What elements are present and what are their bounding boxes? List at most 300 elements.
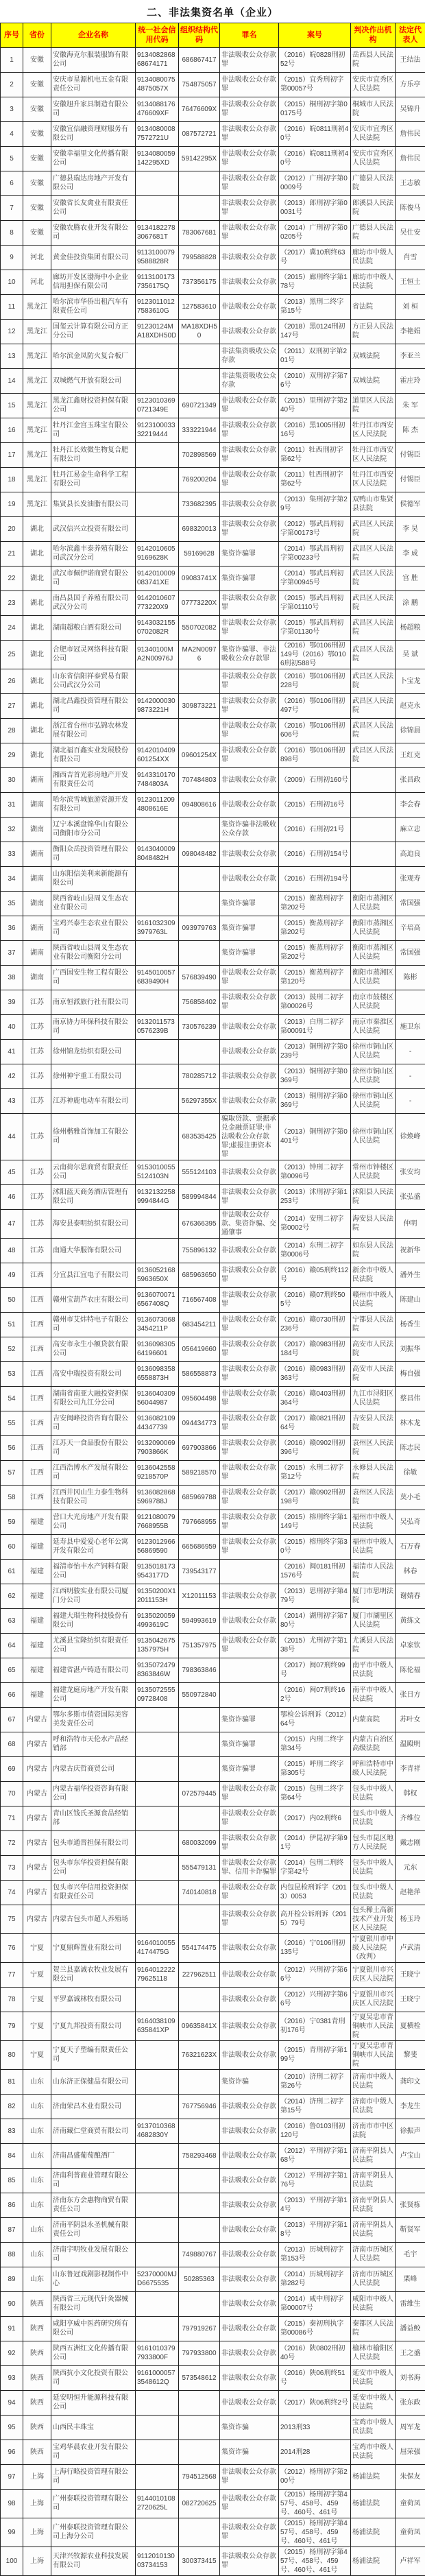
cell-company: 内蒙古包头市超人养殖场 [51,1905,136,1933]
cell-court: 宁夏银川市中级人民法院（改判） [351,1933,396,1962]
cell-legal-rep: 张弘盛 [396,1184,425,1209]
cell-legal-rep: 赵艳萍 [396,1880,425,1905]
cell-province: 湖北 [23,541,51,566]
cell-legal-rep: 肖雪 [396,245,425,270]
cell-court: 福州市中级人民法院 [351,1534,396,1559]
cell-case-no: （2016）石刑初154号 [279,842,351,866]
cell-crime [220,1658,279,1682]
cell-index: 34 [1,866,23,891]
cell-org-code: 309873221 [179,693,220,718]
cell-crime: 非法吸收公众存款罪 [220,1361,279,1386]
cell-credit-code [136,2217,179,2242]
cell-court: 沭阳县人民法院 [351,1184,396,1209]
cell-org-code: 589994844 [179,1184,220,1209]
cell-credit-code [136,1806,179,1830]
cell-org-code: 76476609X [179,97,220,121]
cell-legal-rep: 元东 [396,1855,425,1880]
table-row [1,2291,425,2316]
cell-org-code: 737356175 [179,270,220,294]
cell-company: 牡丹江易金生命科学工程有限公司 [51,467,136,492]
table-row [1,1337,425,1361]
cell-province: 山东 [23,2094,51,2119]
cell-legal-rep: 吴 斌 [396,640,425,669]
cell-court: 呼和浩特市中级人民法院 [351,1756,396,1781]
cell-legal-rep: 齐维位 [396,1806,425,1830]
cell-legal-rep: 童荷凤 [396,2518,425,2547]
cell-court: 牡丹江市西安区人民法院 [351,418,396,442]
cell-court: 衡阳市蒸湘区人民法院 [351,940,396,965]
cell-court: 包头市中级人民法院 [351,1806,396,1830]
cell-province: 湖南 [23,916,51,940]
cell-province: 江苏 [23,1014,51,1039]
cell-org-code: 751357975 [179,1633,220,1658]
cell-legal-rep: 张观寿 [396,866,425,891]
cell-company: 湖南省南亚大融投资担保有限公司九江分公司 [51,1386,136,1411]
cell-legal-rep: - [396,1039,425,1064]
cell-index: 12 [1,319,23,344]
table-row [1,1756,425,1781]
cell-court: 武昌区人民法院 [351,640,396,669]
cell-index: 80 [1,2040,23,2069]
cell-index: 8 [1,220,23,245]
cell-company: 陕西省三元现代针灸器械有限公司 [51,2291,136,2316]
cell-company: 江西井冈山生力泰生物科技有限公司 [51,1485,136,1510]
cell-legal-rep: 徐敏 [396,1460,425,1485]
cell-company: 安徽旭升家具制造有限公司 [51,97,136,121]
cell-court: 尤溪县人民法院 [351,1633,396,1658]
cell-court: 宝鸡市中级人民法院 [351,2440,396,2464]
cell-company: 安庆市星源机电五金有限责任公司 [51,72,136,97]
cell-court: 徐州市铜山区人民法院 [351,1113,396,1160]
cell-company: 营口大光房地产开发有限公司 [51,1510,136,1534]
table-row [1,2415,425,2440]
cell-company: 江西明骏实业有限公司厦门分公司 [51,1584,136,1608]
table-row [1,1088,425,1113]
cell-org-code: 797668955 [179,1510,220,1534]
cell-crime: 集资诈骗罪 [220,916,279,940]
cell-credit-code: 91420106059169628K [136,541,179,566]
cell-case-no: （2015）衡蒸刑初字第120号 [279,965,351,990]
cell-org-code: 769200204 [179,467,220,492]
cell-province: 黑龙江 [23,319,51,344]
cell-province: 黑龙江 [23,467,51,492]
cell-province: 宁夏 [23,2040,51,2069]
table-row [1,591,425,615]
cell-crime: 非法吸收公众存款 [220,2390,279,2415]
cell-crime: 非法吸收公众存款罪 [220,1386,279,1411]
cell-credit-code: 9164038109635841XP [136,2012,179,2040]
cell-legal-rep: 卢武清 [396,1933,425,1962]
cell-credit-code [136,1064,179,1088]
cell-crime: 非法吸收公众存款 [220,767,279,792]
table-row [1,1361,425,1386]
cell-credit-code [136,1039,179,1064]
cell-legal-rep: - [396,1064,425,1088]
cell-legal-rep: 潘外生 [396,1263,425,1287]
table-row [1,393,425,418]
cell-province: 湖南 [23,767,51,792]
cell-credit-code [136,1707,179,1732]
cell-court: 高安市人民法院 [351,1337,396,1361]
table-row [1,2365,425,2390]
cell-crime: 集资诈骗非法吸收公众存款 [220,817,279,842]
cell-crime: 非法吸收公众存款罪 [220,97,279,121]
cell-province: 陕西 [23,2365,51,2390]
cell-court: 牡丹江市西安区人民法院 [351,442,396,467]
cell-court: 包头市中级人民法院 [351,1855,396,1880]
cell-court: 武昌区人民法院 [351,693,396,718]
cell-company: 宁夏天子塑编有限责任公司 [51,2040,136,2069]
cell-crime: 非法吸收公众存款 [220,1064,279,1088]
cell-province: 陕西 [23,2415,51,2440]
cell-index: 24 [1,615,23,640]
cell-court [351,792,396,817]
cell-company: 平罗嘉诚林牧有限公司 [51,1987,136,2012]
cell-crime: 非法吸收公众存款 [220,2193,279,2217]
cell-org-code: 797933800 [179,2341,220,2365]
cell-legal-rep: 陈 杰 [396,418,425,442]
cell-org-code: 594993619 [179,1608,220,1633]
table-row [1,2489,425,2518]
cell-org-code: 685963650 [179,1263,220,1287]
cell-crime: 非法吸收公众存款 [220,1088,279,1113]
cell-case-no: （2016）赣07刑终505号 [279,1287,351,1312]
cell-crime: 非法集资吸收公众存款 [220,344,279,368]
cell-credit-code: 91360521685963650X [136,1263,179,1287]
cell-province: 江苏 [23,1064,51,1088]
cell-company: 呼和浩特市天伦水产品经销部 [51,1732,136,1756]
cell-crime: 非法吸收公众存款罪 [220,1411,279,1435]
cell-crime: 非法吸收公众存款罪 [220,669,279,693]
table-row [1,1435,425,1460]
cell-province: 山东 [23,2069,51,2094]
cell-credit-code [136,195,179,220]
table-row [1,2547,425,2575]
cell-crime: 集资诈骗罪 [220,891,279,916]
cell-court: 安庆市宜秀区人民法院 [351,72,396,97]
cell-company: 黑龙江鑫财投资担保有限公司 [51,393,136,418]
cell-company: 哈尔滨金凤防火复合板厂 [51,344,136,368]
cell-company: 安徽幸福里文化传播有限公司 [51,146,136,171]
cell-crime [220,1682,279,1707]
cell-crime: 集资诈骗 [220,2440,279,2464]
cell-index: 16 [1,418,23,442]
cell-province: 安徽 [23,171,51,195]
cell-province: 黑龙江 [23,344,51,368]
cell-org-code: 127583610 [179,294,220,319]
table-row [1,97,425,121]
cell-index: 60 [1,1534,23,1559]
cell-credit-code [136,516,179,541]
cell-company: 济南利普商业管理有限公司 [51,2168,136,2193]
cell-org-code: 690721349 [179,393,220,418]
cell-index: 93 [1,2365,23,2390]
cell-province: 安徽 [23,97,51,121]
cell-org-code: 685969788 [179,1485,220,1510]
cell-legal-rep: 仲明 [396,1209,425,1238]
cell-province: 江西 [23,1361,51,1386]
cell-org-code: 698320013 [179,516,220,541]
cell-legal-rep: 方乐亭 [396,72,425,97]
cell-court: 廊坊市中级人民法院 [351,245,396,270]
cell-company: 宝鸡兴泰生态农业有限公司 [51,916,136,940]
cell-credit-code: 91350200594993619C [136,1608,179,1633]
cell-court: 武昌区人民法院 [351,615,396,640]
cell-legal-rep [396,2168,425,2193]
cell-credit-code: 91131000799588828R [136,245,179,270]
table-row [1,1559,425,1584]
cell-index: 9 [1,245,23,270]
cell-crime: 非法吸收公众存款罪 [220,418,279,442]
cell-index: 73 [1,1855,23,1880]
cell-court: 内蒙古自治区高级法院 [351,1732,396,1756]
table-row [1,792,425,817]
cell-credit-code: 52370000MJD6675535 [136,2267,179,2291]
cell-credit-code: 91420000309873221H [136,693,179,718]
table-row [1,1633,425,1658]
cell-case-no: （2016）陕06刑终51号 [279,2365,351,2390]
cell-company: 赣州市艾炜特电子有限公司 [51,1312,136,1337]
cell-org-code: 555479131 [179,1855,220,1880]
table-row [1,2518,425,2547]
cell-index: 52 [1,1337,23,1361]
cell-province: 安徽 [23,146,51,171]
cell-case-no: （2014）包刑二刑终字第42号 [279,1855,351,1880]
cell-legal-rep: 高迫良 [396,842,425,866]
cell-company: 南京恒派旅行社有限公司 [51,990,136,1014]
cell-province: 宁夏 [23,1962,51,1987]
cell-org-code [179,344,220,368]
cell-index: 47 [1,1209,23,1238]
cell-org-code: 739543177 [179,1559,220,1584]
cell-company: 宝鸡华晨农业开发有限公司 [51,2440,136,2464]
cell-court: 南平市中级人民法院 [351,1658,396,1682]
cell-crime: 非法吸收公众存款 [220,1584,279,1608]
cell-province: 内蒙古 [23,1905,51,1933]
cell-crime: 非法吸收公众存款 [220,1039,279,1064]
cell-index: 87 [1,2217,23,2242]
cell-court: 杨浦法院 [351,2547,396,2575]
cell-legal-rep: 李龙生 [396,2094,425,2119]
cell-crime: 非法吸收公众存款罪 [220,220,279,245]
cell-legal-rep: 雷维生 [396,2291,425,2316]
cell-province: 黑龙江 [23,492,51,516]
cell-org-code: 755896132 [179,1238,220,1263]
cell-legal-rep: 徐锦晨 [396,718,425,743]
cell-crime: 非法吸收公众存款罪 [220,1337,279,1361]
cell-credit-code: 913609830564196601 [136,1337,179,1361]
cell-index: 7 [1,195,23,220]
cell-case-no: （2013）集刑初字第29号 [279,492,351,516]
cell-legal-rep: 梅自强 [396,1361,425,1386]
cell-index: 53 [1,1361,23,1386]
cell-case-no: （2015）宜秀刑初字第00057号 [279,72,351,97]
cell-index: 11 [1,294,23,319]
cell-credit-code [136,1855,179,1880]
cell-crime: 非法吸收公众存款罪 [220,2518,279,2547]
cell-court: 常州市钟楼区人民法院 [351,1160,396,1184]
table-row [1,2440,425,2464]
cell-crime: 非法吸收公众存款罪 [220,146,279,171]
cell-org-code: 683535425 [179,1113,220,1160]
table-row [1,2119,425,2143]
table-row [1,171,425,195]
cell-company: 尤溪县宝隆纺织有限责任公司 [51,1633,136,1658]
cell-company: 湘西吉首光彩房地产开发有限责任公司 [51,767,136,792]
cell-index: 6 [1,171,23,195]
cell-credit-code [136,1905,179,1933]
cell-crime: 非法吸收公众存款 [220,245,279,270]
cell-crime: 集资诈骗罪 [220,940,279,965]
cell-index: 85 [1,2168,23,2193]
cell-case-no: （2017）闽07刑终99号 [279,1658,351,1682]
cell-company: 合肥市冠灵网络科技有限公司 [51,640,136,669]
table-row [1,1682,425,1707]
cell-company: 贺兰县嘉诚农牧业发展有限公司 [51,1962,136,1987]
cell-crime: 非法吸收公众存款罪 [220,1287,279,1312]
cell-legal-rep: 卜宝龙 [396,669,425,693]
column-header-org-code: 组织结构代码 [179,23,220,48]
cell-org-code [179,891,220,916]
cell-index: 86 [1,2193,23,2217]
cell-company: 安徽宜信融资理财服务有限公司 [51,121,136,146]
cell-crime: 非法吸收公众存款罪 [220,1633,279,1658]
cell-case-no: （2013）铜刑初字第0401号 [279,1113,351,1160]
cell-org-code: 798363846 [179,1658,220,1682]
cell-legal-rep: 陈彬 [396,965,425,990]
cell-company: 安徽农腾农业开发有限公司 [51,220,136,245]
cell-crime: 非法吸收公众存款罪 [220,1435,279,1460]
cell-org-code: 56297355X [179,1088,220,1113]
cell-province: 福建 [23,1658,51,1682]
cell-crime: 非法吸收公众存款 [220,2242,279,2267]
cell-province: 内蒙古 [23,1732,51,1756]
cell-org-code: 082720625 [179,2489,220,2518]
cell-case-no: （2013）沭刑初字第1253号 [279,1184,351,1209]
cell-index: 19 [1,492,23,516]
cell-province: 江西 [23,1337,51,1361]
cell-legal-rep: 林春 [396,1559,425,1584]
cell-court: 省法院 [351,294,396,319]
cell-case-no: （2012）兴刑初字第66号 [279,1987,351,2012]
cell-index: 57 [1,1460,23,1485]
cell-legal-rep: 夏横栓 [396,2012,425,2040]
cell-company: 上海行略投资管理有限公司 [51,2464,136,2489]
cell-crime: 集资诈骗罪 [220,1756,279,1781]
cell-company: 广西国安生物工程有限公司 [51,965,136,990]
cell-court: 方正县人民法院 [351,319,396,344]
table-row [1,195,425,220]
cell-company: 青山区钱氏圣源食品经销部 [51,1806,136,1830]
cell-company: 鄂尔多斯市俏资国际美容美发责任公司 [51,1707,136,1732]
cell-case-no: （2013）铜刑初字第0369号 [279,1088,351,1113]
cell-case-no: （2012）鄂武昌刑初字第00173号 [279,516,351,541]
table-row [1,2193,425,2217]
cell-legal-rep: 陈伦福 [396,1658,425,1682]
cell-org-code: 554174475 [179,1933,220,1962]
cell-legal-rep: 栗峰 [396,2267,425,2291]
cell-case-no: （2012）兴刑初字第66号 [279,1962,351,1987]
cell-case-no: （2015）鄂武昌刑初字第01110号 [279,591,351,615]
cell-legal-rep: 徐振声 [396,2119,425,2143]
cell-index: 10 [1,270,23,294]
cell-crime: 非法吸收公众存款 [220,294,279,319]
table-row [1,1658,425,1682]
cell-court: 广德县人民法院 [351,220,396,245]
cell-case-no: （2015）衡蒸刑初字第202号 [279,916,351,940]
cell-credit-code: 91230124MA18XDH50D [136,319,179,344]
cell-company: 延安明恒升能源科技有限公司 [51,2390,136,2415]
cell-index: 75 [1,1905,23,1933]
table-row [1,2143,425,2168]
cell-court: 宝鸡市中级人民法院 [351,2415,396,2440]
cell-case-no: （2016）赣0730刑初236号 [279,1312,351,1337]
cell-org-code [179,669,220,693]
cell-index: 20 [1,516,23,541]
cell-legal-rep [396,990,425,1014]
cell-company: 云南荷尔思商贸有限责任公司 [51,1160,136,1184]
table-row [1,2168,425,2193]
cell-case-no: （2014）安刑二初字第0002号 [279,1209,351,1238]
cell-court: 九江市浔阳区人民法院 [351,1386,396,1411]
cell-court: 吉安县人民法院 [351,1411,396,1435]
cell-legal-rep: 石万春 [396,1534,425,1559]
cell-case-no: （2013）平刑初字第14号 [279,2193,351,2217]
cell-crime: 集资诈骗罪 [220,1732,279,1756]
cell-credit-code: 91610323093979763L [136,916,179,940]
cell-index: 76 [1,1933,23,1962]
cell-org-code: 093979763 [179,916,220,940]
table-row [1,418,425,442]
table-row [1,1880,425,1905]
cell-court: 宁夏银川市兴庆区人民法院 [351,1962,396,1987]
cell-case-no: 内包昆检刑诉字（2013）0053 [279,1880,351,1905]
table-row [1,1064,425,1088]
cell-index: 55 [1,1411,23,1435]
cell-company: 湖北福百鑫实业发展股份有限公司 [51,743,136,767]
cell-credit-code: 913408286868674171 [136,47,179,72]
cell-case-no: （2015）鄂武昌刑初字第01130号 [279,615,351,640]
cell-crime: 非法吸收公众存款罪 [220,516,279,541]
cell-index: 31 [1,792,23,817]
cell-case-no: （2016）鄂0106刑初228号 [279,669,351,693]
cell-crime: 非法吸收公众存款 [220,2094,279,2119]
cell-province: 内蒙古 [23,1880,51,1905]
cell-credit-code: 91131001737356175Q [136,270,179,294]
cell-org-code: 094434773 [179,1411,220,1435]
cell-company: 天津兴牧源农业科技发展有限公司 [51,2547,136,2575]
cell-credit-code: 91370103684682830Y [136,2119,179,2143]
cell-index: 65 [1,1658,23,1682]
cell-company: 包头市通晋担保有限公司 [51,1830,136,1855]
cell-court: 延安市中级人民法院 [351,2365,396,2390]
cell-crime: 非法吸收公众存款 [220,866,279,891]
cell-crime: 非法吸收公众存款罪 [220,1510,279,1534]
cell-crime: 非法吸收公众存款罪 [220,2464,279,2489]
cell-legal-rep: 李会春 [396,792,425,817]
cell-company: 内蒙古庆哲商贸公司 [51,1756,136,1781]
cell-court [351,866,396,891]
cell-credit-code [136,990,179,1014]
cell-org-code: MA2N00976 [179,640,220,669]
table-row [1,1830,425,1855]
cell-index: 46 [1,1184,23,1209]
cell-crime: 非法吸收公众存款 [220,2341,279,2365]
cell-crime: 非法吸收公众存款 [220,1014,279,1039]
cell-index: 98 [1,2489,23,2518]
cell-case-no: （2016）陕0802刑初40号 [279,2341,351,2365]
cell-province: 宁夏 [23,2012,51,2040]
